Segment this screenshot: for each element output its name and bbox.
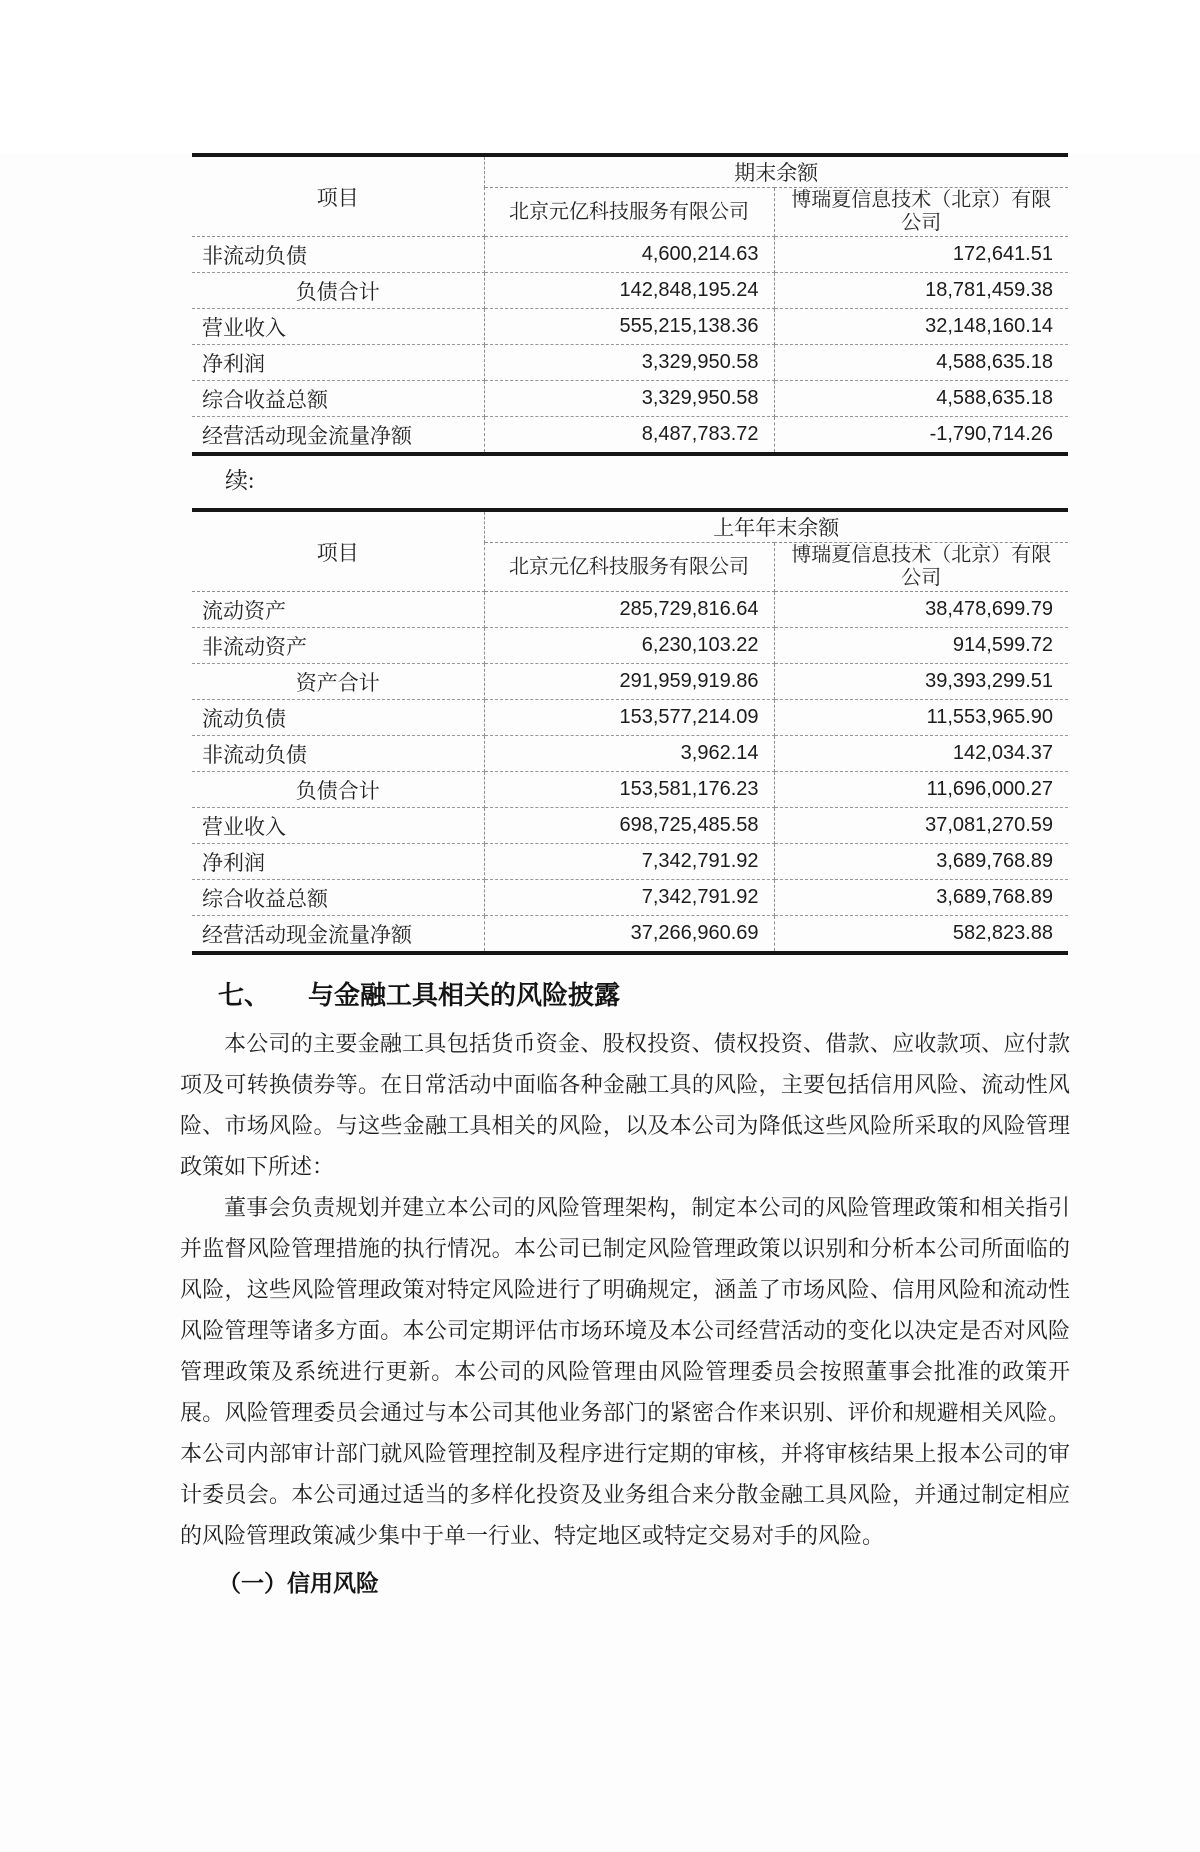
table-row [192,736,1068,772]
paragraph: 本公司的主要金融工具包括货币资金、股权投资、债权投资、借款、应收款项、应付款项及可转换债券等。在日常活动中面临各种金融工具的风险，主要包括信用风险、流动性风险、市场风险。与这些金融工具相关的风险，以及本公司为降低这些风险所采取的风险管理政策如下所述： [180,1031,1070,1179]
row-label: 负债合计 [192,273,484,309]
column-header-company-yuanyi: 北京元亿科技服务有限公司 [484,188,774,237]
cell-yuanyi-value: 153,577,214.09 [484,700,774,736]
continued-label: 续: [225,468,255,493]
row-label: 流动资产 [192,592,484,628]
cell-borixia-value: 4,588,635.18 [774,381,1068,417]
section-title: 与金融工具相关的风险披露 [308,981,621,1010]
cell-yuanyi-value: 6,230,103.22 [484,628,774,664]
cell-borixia-value: 172,641.51 [774,237,1068,273]
table-row [192,273,1068,309]
row-label: 经营活动现金流量净额 [192,417,484,455]
cell-yuanyi-value: 285,729,816.64 [484,592,774,628]
row-label: 净利润 [192,345,484,381]
column-header-company-yuanyi: 北京元亿科技服务有限公司 [484,543,774,592]
cell-borixia-value: 914,599.72 [774,628,1068,664]
table-row [192,700,1068,736]
table-row [192,808,1068,844]
column-header-period: 期末余额 [484,155,1068,188]
row-label: 净利润 [192,844,484,880]
row-label: 营业收入 [192,808,484,844]
table-row [192,772,1068,808]
section-heading [218,979,1200,1013]
table-prior-year [192,508,1068,955]
cell-borixia-value: 37,081,270.59 [774,808,1068,844]
table-header-row [192,510,1068,543]
table-period-end [192,153,1068,456]
table-row [192,880,1068,916]
table-body [192,592,1068,954]
cell-borixia-value: 11,696,000.27 [774,772,1068,808]
cell-yuanyi-value: 142,848,195.24 [484,273,774,309]
row-label: 营业收入 [192,309,484,345]
cell-yuanyi-value: 3,329,950.58 [484,381,774,417]
row-label: 流动负债 [192,700,484,736]
table-row [192,664,1068,700]
cell-borixia-value: 38,478,699.79 [774,592,1068,628]
table-row [192,309,1068,345]
document-page [0,153,1200,1852]
cell-yuanyi-value: 3,962.14 [484,736,774,772]
row-label: 非流动负债 [192,736,484,772]
cell-yuanyi-value: 37,266,960.69 [484,916,774,954]
cell-yuanyi-value: 291,959,919.86 [484,664,774,700]
cell-borixia-value: 3,689,768.89 [774,844,1068,880]
cell-yuanyi-value: 7,342,791.92 [484,844,774,880]
row-label: 非流动负债 [192,237,484,273]
paragraph: 董事会负责规划并建立本公司的风险管理架构，制定本公司的风险管理政策和相关指引并监督风险管理措施的执行情况。本公司已制定风险管理政策以识别和分析本公司所面临的风险，这些风险管理政策对特定风险进行了明确规定，涵盖了市场风险、信用风险和流动性风险管理等诸多方面。本公司定期评估市场环境及本公司经营活动的变化以决定是否对风险管理政策及系统进行更新。本公司的风险管理由风险管理委员会按照董事会批准的政策开展。风险管理委员会通过与本公司其他业务部门的紧密合作来识别、评价和规避相关风险。本公司内部审计部门就风险管理控制及程序进行定期的审核，并将审核结果上报本公司的审计委员会。本公司通过适当的多样化投资及业务组合来分散金融工具风险，并通过制定相应的风险管理政策减少集中于单一行业、特定地区或特定交易对手的风险。 [180,1195,1070,1548]
column-header-company-borixia: 博瑞夏信息技术（北京）有限公司 [774,188,1068,237]
table-row [192,844,1068,880]
table-body [192,237,1068,455]
cell-borixia-value: 39,393,299.51 [774,664,1068,700]
column-header-item: 项目 [192,155,484,237]
row-label: 综合收益总额 [192,880,484,916]
cell-borixia-value: 18,781,459.38 [774,273,1068,309]
cell-borixia-value: 11,553,965.90 [774,700,1068,736]
cell-borixia-value: 3,689,768.89 [774,880,1068,916]
cell-yuanyi-value: 7,342,791.92 [484,880,774,916]
table-row [192,628,1068,664]
column-header-period: 上年年末余额 [484,510,1068,543]
cell-yuanyi-value: 8,487,783.72 [484,417,774,455]
row-label: 非流动资产 [192,628,484,664]
table-row [192,916,1068,954]
cell-borixia-value: 4,588,635.18 [774,345,1068,381]
cell-borixia-value: 142,034.37 [774,736,1068,772]
table-header-row [192,155,1068,188]
cell-borixia-value: 582,823.88 [774,916,1068,954]
cell-yuanyi-value: 555,215,138.36 [484,309,774,345]
row-label: 经营活动现金流量净额 [192,916,484,954]
cell-borixia-value: -1,790,714.26 [774,417,1068,455]
row-label: 资产合计 [192,664,484,700]
table-period-end-wrapper [192,153,1068,456]
cell-yuanyi-value: 698,725,485.58 [484,808,774,844]
cell-yuanyi-value: 4,600,214.63 [484,237,774,273]
row-label: 负债合计 [192,772,484,808]
subsection-heading: （一）信用风险 [218,1571,379,1596]
column-header-company-borixia: 博瑞夏信息技术（北京）有限公司 [774,543,1068,592]
cell-yuanyi-value: 153,581,176.23 [484,772,774,808]
column-header-item: 项目 [192,510,484,592]
cell-borixia-value: 32,148,160.14 [774,309,1068,345]
cell-yuanyi-value: 3,329,950.58 [484,345,774,381]
table-row [192,417,1068,455]
table-row [192,592,1068,628]
table-row [192,237,1068,273]
section-number: 七、 [218,981,271,1010]
row-label: 综合收益总额 [192,381,484,417]
body-text [180,1023,1070,1556]
table-prior-year-wrapper [192,508,1068,955]
table-row [192,381,1068,417]
table-row [192,345,1068,381]
